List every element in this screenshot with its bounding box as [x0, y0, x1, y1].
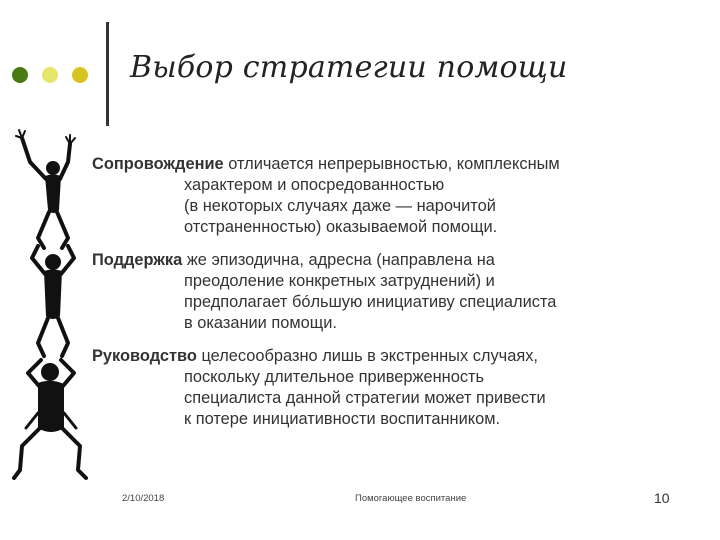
term-support: Поддержка [92, 251, 183, 269]
decor-dot-light [42, 67, 58, 83]
paragraph-accompaniment [92, 154, 692, 238]
paragraph-support [92, 250, 692, 334]
footer-date: 2/10/2018 [122, 493, 165, 504]
paragraph-line: отличается непрерывностью, комплексным [228, 155, 560, 173]
paragraph-line: специалиста данной стратегии может привести [184, 389, 546, 407]
paragraph-line: характером и опосредованностью [184, 176, 445, 194]
footer-title: Помогающее воспитание [355, 493, 467, 504]
decor-dot-green [12, 67, 28, 83]
paragraph-line: к потере инициативности воспитанником. [184, 410, 501, 428]
paragraph-line: отстраненностью) оказываемой помощи. [184, 218, 498, 236]
page-number: 10 [654, 490, 670, 506]
paragraph-line: в оказании помощи. [184, 314, 337, 332]
term-guidance: Руководство [92, 347, 197, 365]
acrobats-illustration [8, 128, 92, 490]
term-accompaniment: Сопровождение [92, 155, 224, 173]
paragraph-line: преодоление конкретных затруднений) и [184, 272, 495, 290]
slide-title: Выбор стратегии помощи [130, 50, 568, 85]
paragraph-line: (в некоторых случаях даже — нарочитой [184, 197, 496, 215]
title-divider [106, 22, 109, 126]
paragraph-guidance [92, 346, 692, 430]
decor-dot-yellow [72, 67, 88, 83]
paragraph-line: предполагает бóльшую инициативу специалиста [184, 293, 557, 311]
paragraph-line: целесообразно лишь в экстренных случаях, [201, 347, 538, 365]
strategy-list [92, 154, 692, 442]
paragraph-line: поскольку длительное приверженность [184, 368, 485, 386]
paragraph-line: же эпизодична, адресна (направлена на [186, 251, 495, 269]
